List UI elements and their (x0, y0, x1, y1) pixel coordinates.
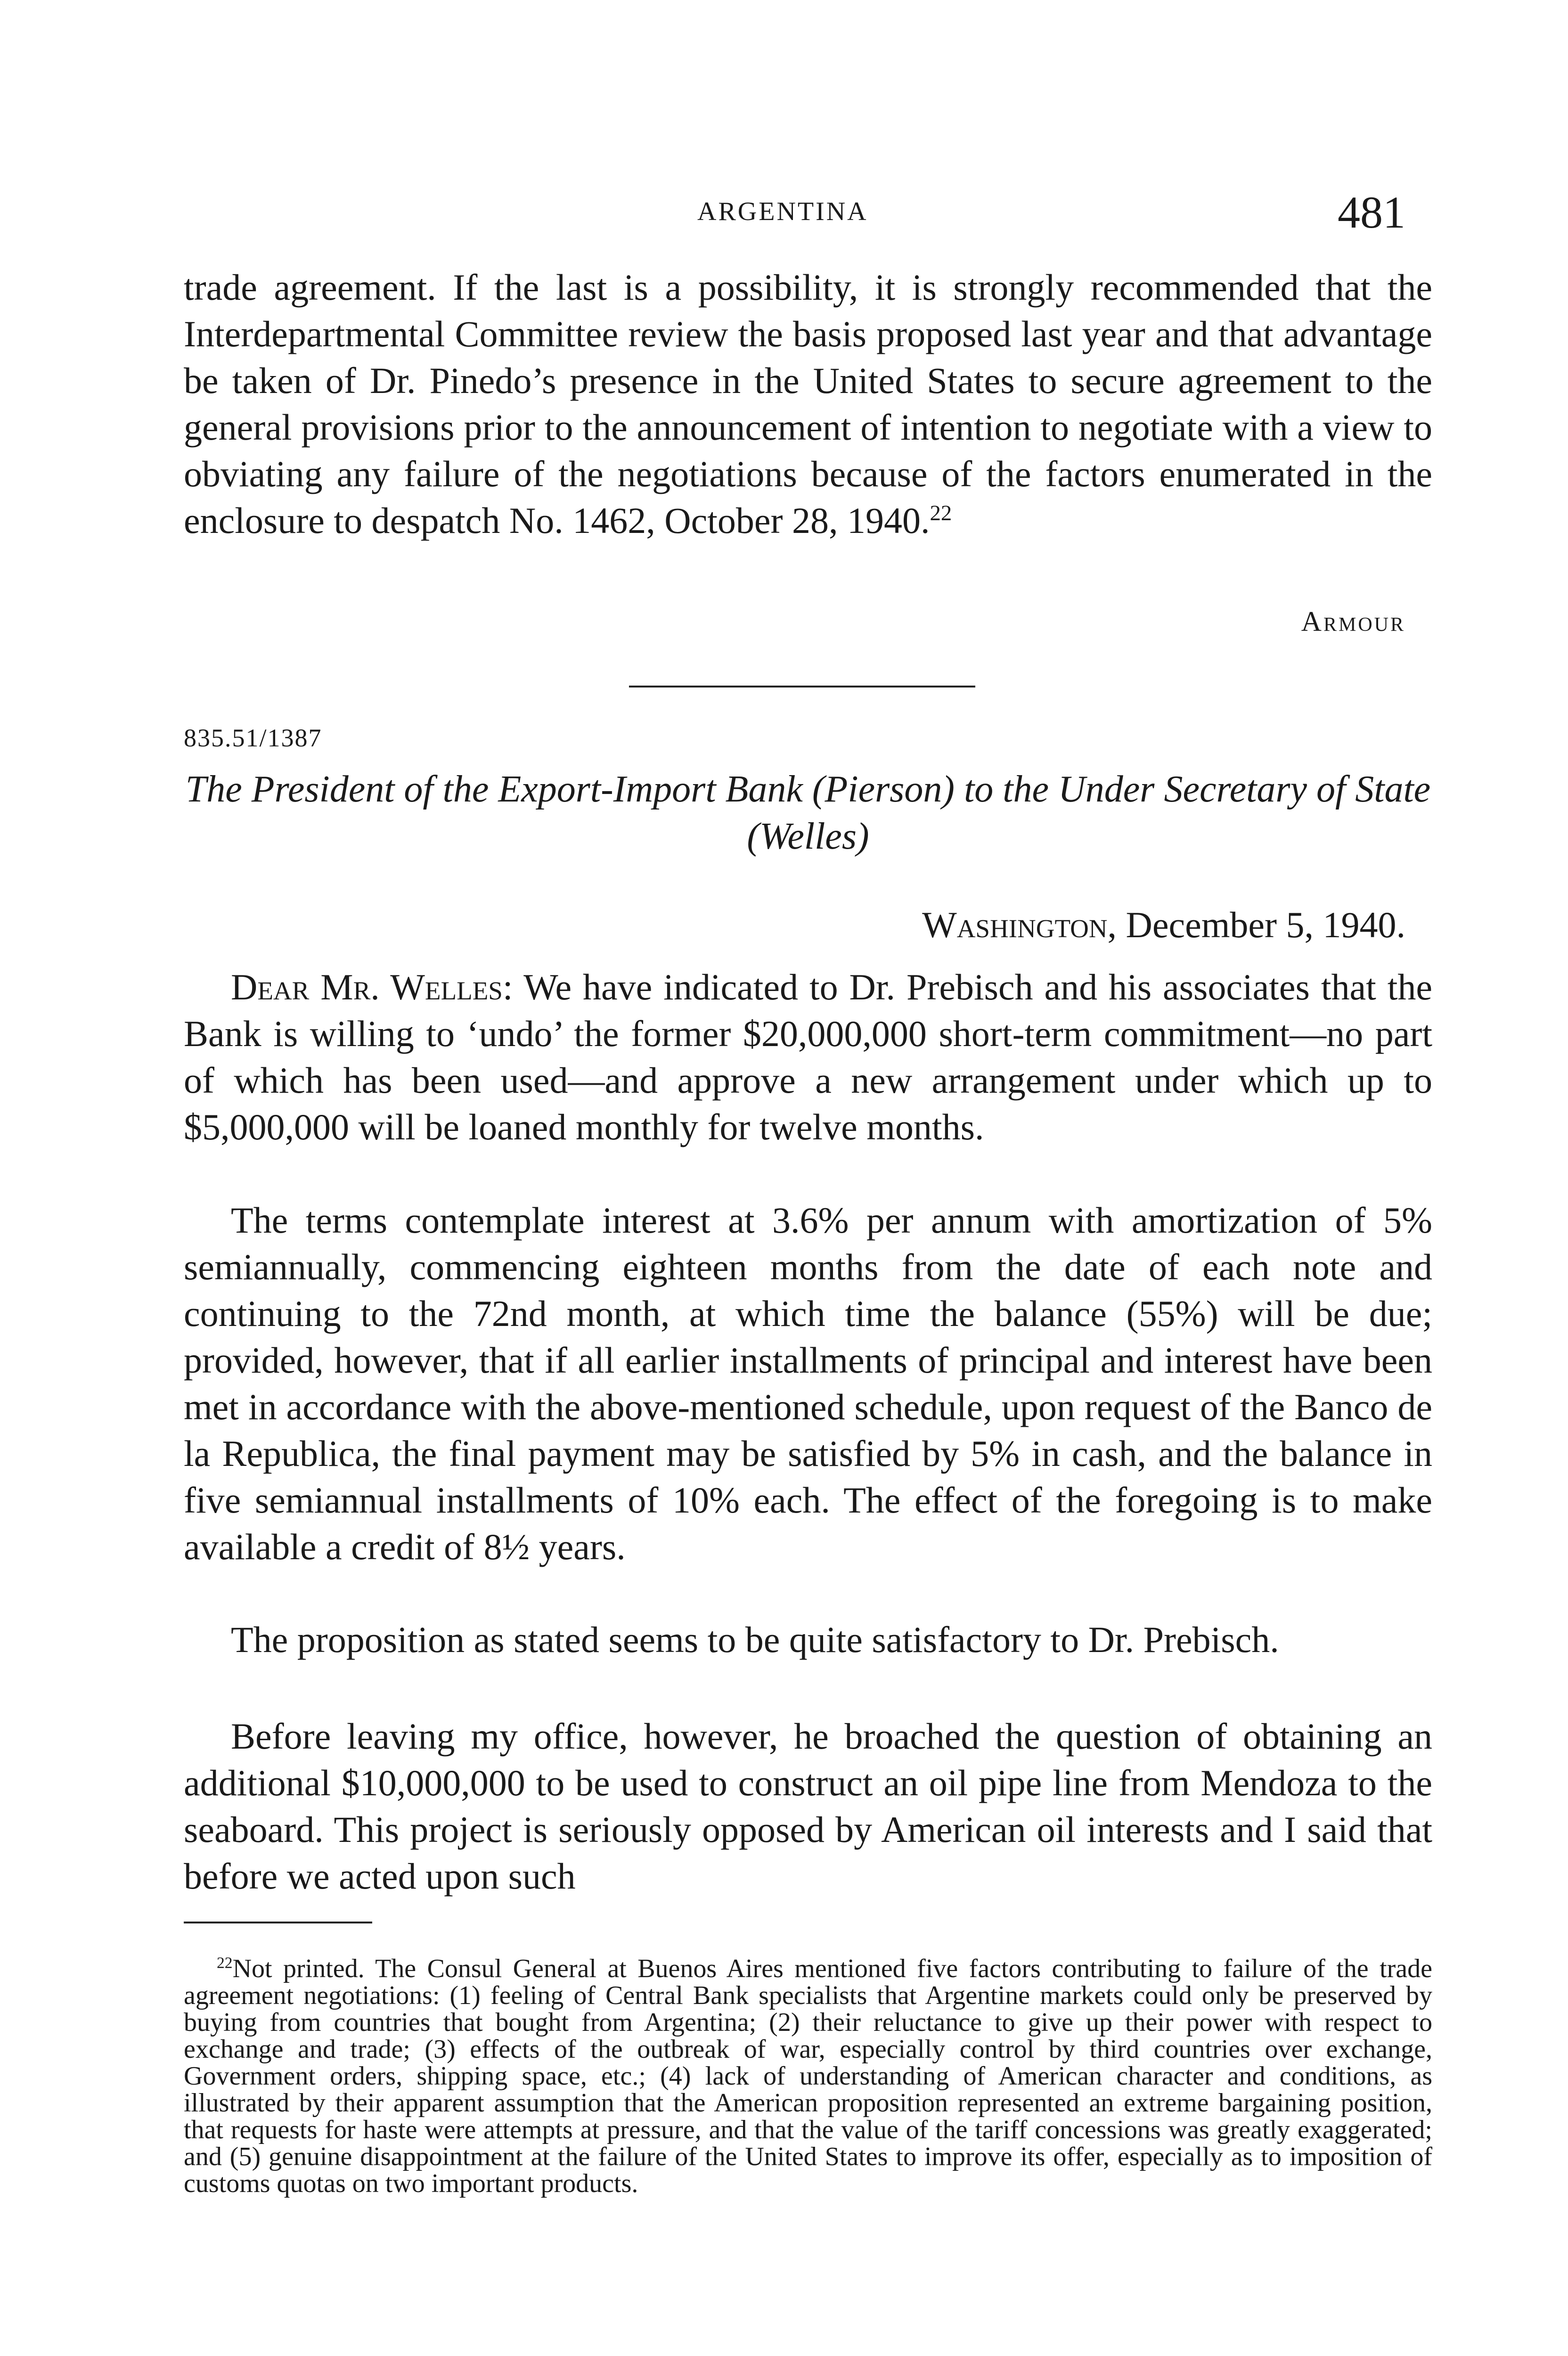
paragraph-1-text: : We have indicated to Dr. Prebisch and his associates that the Bank is willing to ‘undo’ the former $20,000,000 short-term commitment—no part of which has been used—and approve a new arrangement under which up to $5,000,000 will be loaned monthly for twelve months. (184, 966, 1432, 1147)
dateline (922, 904, 1405, 946)
document-title: The President of the Export-Import Bank (Pierson) to the Under Secretary of State (Welles) (185, 769, 1431, 857)
running-head: ARGENTINA (697, 197, 868, 226)
footnote-text: Not printed. The Consul General at Buenos Aires mentioned five factors contributing to failure of the trade agreement negotiations: (1) feeling of Central Bank specialists that Argentine markets could only be preserved by buying from countries that bought from Argentina; (2) their reluctance to give up their power with respect to exchange and trade; (3) effects of the outbreak of war, especially control by third countries over exchange, Government orders, shipping space, etc.; (4) lack of understanding of American character and conditions, as illustrated by their apparent assumption that the American proposition represented an extreme bargaining position, that requests for haste were attempts at pressure, and that the value of the tariff concessions was greatly exaggerated; and (5) genuine disappointment at the failure of the United States to improve its offer, especially as to imposition of customs quotas on two important products. (184, 1954, 1432, 2198)
footnote (184, 1955, 1432, 2197)
footnote-reference: 22 (930, 501, 952, 525)
letter-paragraph-3: The proposition as stated seems to be quite satisfactory to Dr. Prebisch. (231, 1619, 1279, 1660)
dateline-place: Washington (922, 904, 1108, 945)
salutation: Dear Mr. Welles (231, 966, 503, 1007)
footnote-marker: 22 (217, 1954, 233, 1972)
footnote-divider (184, 1922, 372, 1923)
page-number: 481 (1338, 187, 1405, 237)
page-header (0, 186, 1568, 238)
dateline-date: , December 5, 1940. (1107, 904, 1405, 945)
continuation-paragraph (184, 264, 1432, 544)
file-number: 835.51/1387 (184, 724, 322, 752)
section-divider (629, 686, 975, 687)
continuation-text: trade agreement. If the last is a possibility, it is strongly recommended that the Interdepartmental Committee review the basis proposed last year and that advantage be taken of Dr. Pinedo’s presence in the United States to secure agreement to the general provisions prior to the announcement of intention to negotiate with a view to obviating any failure of the negotiations because of the factors enumerated in the enclosure to despatch No. 1462, October 28, 1940. (184, 267, 1432, 541)
letter-paragraph-1 (184, 964, 1432, 1150)
signature: Armour (1301, 606, 1405, 637)
letter-paragraph-2: The terms contemplate interest at 3.6% per annum with amortization of 5% semiannually, commencing eighteen months from the date of each note and continuing to the 72nd month, at which time the balance (55%) will be due; provided, however, that if all earlier installments of principal and interest have been met in accordance with the above-mentioned schedule, upon request of the Banco de la Republica, the final payment may be satisfied by 5% in cash, and the balance in five semiannual installments of 10% each. The effect of the foregoing is to make available a credit of 8½ years. (184, 1200, 1432, 1567)
letter-paragraph-4: Before leaving my office, however, he broached the question of obtaining an additional $10,000,000 to be used to construct an oil pipe line from Mendoza to the seaboard. This project is seriously opposed by American oil interests and I said that before we acted upon such (184, 1716, 1432, 1897)
